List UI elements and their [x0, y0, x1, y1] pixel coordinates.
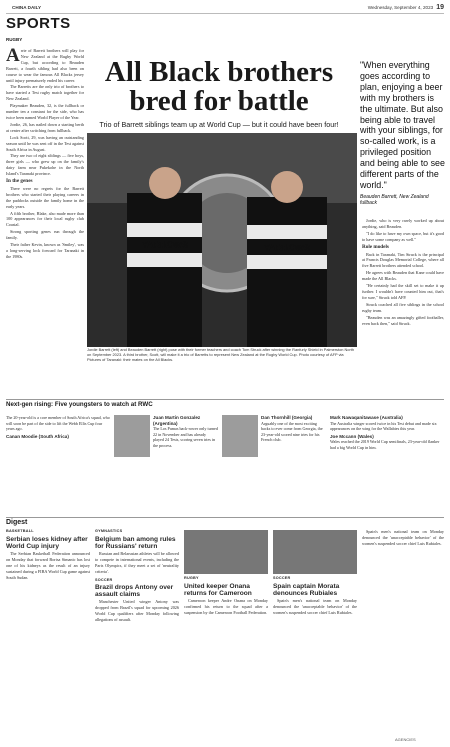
photo-caption: Jordie Barrett (left) and Beauden Barrett (right) pose with their former teachers and coach Tom Struck after winning the Ranfurly Shield in Palmerston North on September 2023. A third brother, Scott, will make it a trio of Barretts to represent New Zealand at the Rugby World Cup. Photo courtesy of AFP via Pictures of Taranaki: their mates on the All Blacks.	[87, 347, 354, 362]
player-name: Joe Mccann (Wales)	[330, 433, 374, 439]
player-name: Mark Nawaqanitawase (Australia)	[330, 415, 403, 420]
subsection-label: RUGBY	[6, 37, 23, 42]
divider	[6, 517, 444, 518]
digest-headline: United keeper Onana returns for Cameroon	[184, 582, 252, 597]
article-paragraph: Lock Scott, 29, was having an outstanding season until he was sent off in the Test against South Africa in August.	[6, 134, 84, 152]
article-paragraph: Jordie, who is very rarely worked up about anything, said Beauden.	[362, 218, 444, 229]
digest-text: The Serbian Basketball Federation announced on Monday that forward Borisa Simanic has lost one of his kidneys as the result of an injury sustained during a FIBA World Cup game against South Sudan.	[6, 550, 90, 580]
digest-kicker: SOCCER	[95, 577, 113, 582]
player-photo	[114, 415, 150, 457]
digest-text: Spain's men's national team on Monday denounced the 'unacceptable behavior' of the women's suspended soccer chief Luis Rubiales.	[273, 597, 357, 615]
jersey-sponsor-left: YARROWS	[141, 240, 189, 250]
digest-item	[273, 529, 357, 734]
player-text: The 20-year-old is a core member of South Africa's squad, who will soon be part of the side to lift the Webb Ellis Cup four years ago.	[6, 415, 110, 432]
player-text: The Australia winger scored twice in his Test debut and made six appearances on the wing for the Wallabies this year.	[330, 420, 437, 432]
masthead	[6, 2, 444, 14]
digest-headline: Belgium ban among rules for Russians' return	[95, 535, 176, 550]
digest-photo	[273, 530, 357, 574]
pull-quote-source: Beauden Barrett, New Zealand fullback	[360, 193, 429, 206]
jersey-sponsor-right: YARROWS	[263, 243, 311, 253]
player-profile	[114, 415, 218, 515]
article-paragraph: "He certainly had the skill set to make it up further. I wouldn't have counted him out, that's for sure," Struck told AFP.	[362, 283, 444, 300]
digest-kicker: RUGBY	[184, 576, 199, 580]
digest-headline: Brazil drops Antony over assault claims	[95, 584, 174, 599]
digest-text: Manchester United winger Antony was dropped from Brazil's squad for upcoming 2026 World Cup qualifiers after Monday following allegations of assault.	[95, 599, 179, 623]
article-lead: rrie of Barrett brothers will play for New Zealand at the Rugby World Cup, but according to Beauden Barrett, a fourth sibling had also been on course to wear the famous All Blacks jersey until injury prematurely ended his career.	[6, 48, 84, 83]
digest-item-continued	[362, 529, 444, 734]
article-paragraph: Playmaker Beauden, 32, is the fullback or number ten a constant for the side, who has twice been named World Player of the Year.	[6, 103, 84, 120]
article-subhead: In the genes	[6, 178, 33, 185]
player-text: The Los Pumas back-rower only turned 22 in November and has already played 24 Tests, scoring seven tries in the process.	[153, 426, 218, 448]
digest-photo	[184, 530, 268, 574]
pull-quote	[360, 60, 446, 206]
article-subhead: Role models	[362, 243, 389, 250]
article-column-3	[362, 218, 444, 396]
player-profile	[222, 415, 326, 515]
digest-item	[6, 529, 90, 734]
brothers-photo	[87, 133, 357, 347]
player-text: Arguably one of the most exciting backs to ever come from Georgia, the 23-year-old scored nine tries for his French club.	[261, 420, 323, 443]
article-paragraph: A fifth brother, Blake, also made more than 100 appearances for their local rugby club Coastal.	[6, 210, 84, 228]
article-paragraph: "Beauden was an amazingly gifted footballer, even back then," said Struck.	[362, 314, 444, 326]
digest-item	[184, 529, 268, 734]
digest-headline: Serbian loses kidney after World Cup injury	[6, 535, 88, 550]
player-photo	[222, 415, 258, 457]
divider	[6, 399, 444, 400]
next-gen-title: Next-gen rising: Five youngsters to watch at RWC	[6, 401, 153, 408]
player-name: Dan Thornhill (Georgia)	[261, 415, 313, 420]
digest-item	[95, 529, 179, 734]
pull-quote-text: "When everything goes according to plan, enjoying a beer with my brothers is the ultimate. But also being able to travel with your siblings, for so-called work, is a privileged position and being able to see different parts of the world."	[360, 60, 445, 190]
digest-kicker: SOCCER	[273, 576, 291, 580]
article-paragraph: Their father Kevin, known as 'Smiley', was a long-serving lock forward for Taranaki in the 1980s.	[6, 242, 84, 259]
digest-headline: Spain captain Morata denounces Rubiales	[273, 582, 340, 597]
article-paragraph: Jordie, 26, has nailed down a starting berth at center after switching from fullback.	[6, 121, 84, 133]
photo-illustration	[87, 133, 357, 347]
article-paragraph: "I do like to have my own space, but it's good to have some company as well."	[362, 230, 444, 242]
player-text: Wales reached the 2019 World Cup semifinals, 23-year-old flanker had a big World Cup in him.	[330, 439, 440, 450]
digest-text: Spain's men's national team on Monday denounced the 'unacceptable behavior' of the women's suspended soccer chief Luis Rubiales.	[362, 529, 444, 546]
issue-date: Wednesday, September 4, 2023	[367, 5, 434, 10]
digest-kicker: GYMNASTICS	[95, 529, 123, 533]
player-name: Juan Martin Gonzalez (Argentina)	[153, 415, 201, 426]
digest-title: Digest	[6, 519, 28, 526]
article-paragraph: Struck coached all five siblings in the school rugby team.	[362, 301, 444, 313]
article-paragraph: The Barretts are the only trio of brothers to have started a Test rugby match together for New Zealand.	[6, 84, 84, 102]
article-column-1: Arrie of Barrett brothers will play for New Zealand at the Rugby World Cup, but according to Beauden Barrett, a fourth sibling had also been on course to wear the famous All Blacks jersey until injury prematurely ended his career. The Barretts are the only trio of brothers to have started a Test rugby match together for New Zealand. Playmaker Beauden, 32, is the fullback or number ten a constant for the side, who has twice been named World Player of the Year. Jordie, 26, has nailed down a starting berth at center after switching from fullback. Lock Scott, 29, was having an outstanding season until he was sent off in the Test against South Africa in August. They are two of eight siblings — five boys, three girls — who grew up on the family's dairy farm near Pukekohe in the North Island's Taranaki province. In the genes There were no regrets for the Barrett brothers who started their playing careers in the paddocks outside the family home in the early years. A fifth brother, Blake, also made more than 100 appearances for their local rugby club Coastal. Strong sporting genes run through the family. Their father Kevin, known as 'Smiley', was a long-serving lock forward for Taranaki in the 1980s.	[6, 48, 84, 259]
article-paragraph: He agrees with Beauden that Kane could have made the All Blacks.	[362, 270, 444, 282]
article-paragraph: Back in Taranaki, Tim Struck is the principal at Francis Douglas Memorial College, where all five Barrett brothers attended school.	[362, 251, 444, 269]
paper-name: CHINA DAILY	[12, 5, 42, 10]
section-title: SPORTS	[6, 15, 71, 32]
article-paragraph: There were no regrets for the Barrett brothers who started their playing careers in the paddocks outside the family home in the early years.	[6, 185, 84, 209]
article-headline: All Black brothers bred for battle	[104, 56, 334, 117]
article-paragraph: Strong sporting genes run through the family.	[6, 229, 84, 241]
digest-text: Cameroon keeper Andre Onana on Monday confirmed his return to the squad after a suspension by the Cameroon Football Federation.	[184, 597, 268, 615]
player-profile	[6, 415, 110, 515]
digest-kicker: BASKETBALL	[6, 529, 34, 533]
article-deck: Trio of Barrett siblings team up at World Cup — but it could have been four!	[99, 120, 339, 129]
digest-text: Russian and Belarusian athletes will be allowed to compete in international events, including the Paris Olympics, if they meet a set of 'neutrality criteria'.	[95, 550, 179, 574]
player-name: Canan Moodie (South Africa)	[6, 433, 69, 439]
article-paragraph: They are two of eight siblings — five boys, three girls — who grew up on the family's dairy farm near Pukekohe in the North Island's Taranaki province.	[6, 153, 84, 177]
player-profile	[330, 415, 444, 515]
footer-credit: AGENCIES	[395, 737, 416, 742]
page-number: 19	[436, 4, 444, 11]
